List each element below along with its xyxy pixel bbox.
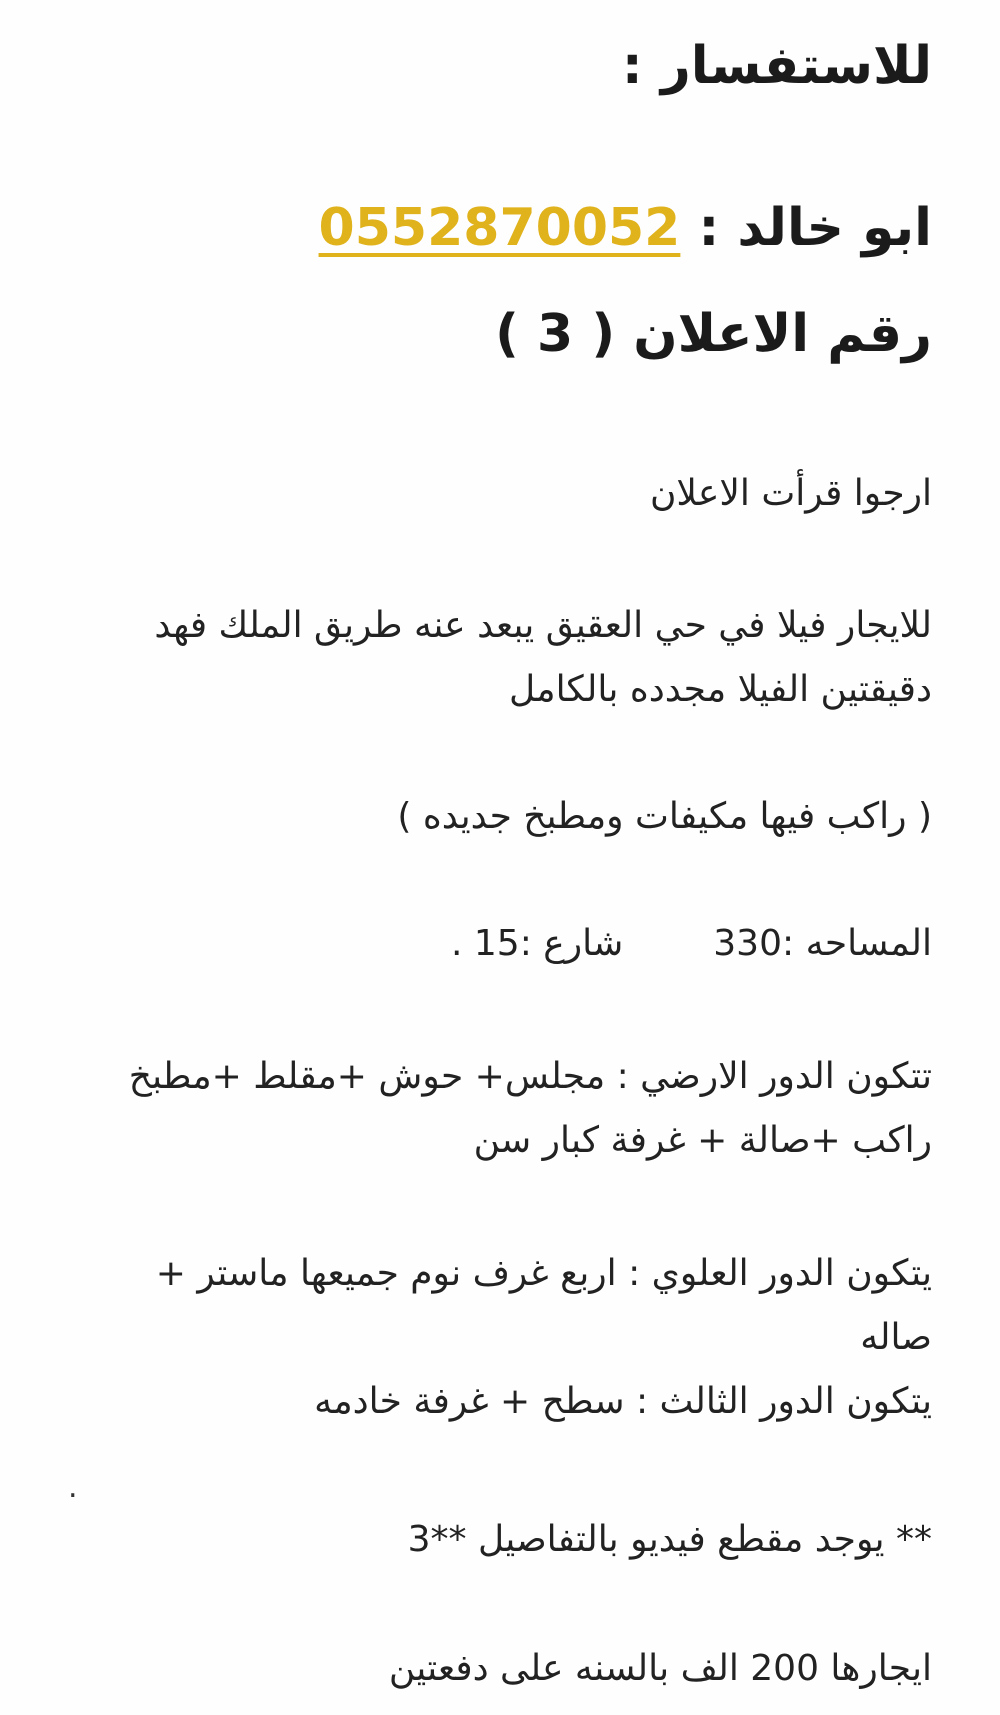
contact-line (318, 198, 932, 258)
description-text: للايجار فيلا في حي العقيق يبعد عنه طريق الملك فهد دقيقتين الفيلا مجدده بالكامل (154, 605, 932, 710)
phone-link[interactable]: 0552870052 (318, 198, 681, 258)
stray-dot: . (68, 1470, 78, 1505)
area-text: المساحه :330 (713, 923, 932, 964)
inquiry-heading: للاستفسار : (621, 36, 932, 96)
contact-name: ابو خالد : (680, 198, 932, 258)
video-note-text: ** يوجد مقطع فيديو بالتفاصيل **3 (407, 1519, 932, 1560)
area-street-row (92, 912, 932, 976)
street-text: شارع :15 . (451, 923, 624, 964)
third-floor-text: يتكون الدور الثالث : سطح + غرفة خادمه (314, 1381, 932, 1422)
ground-floor-text: تتكون الدور الارضي : مجلس+ حوش +مقلط +مطبخ راكب +صالة + غرفة كبار سن (128, 1056, 932, 1161)
features-text: ( راكب فيها مكيفات ومطبخ جديده ) (397, 796, 932, 837)
upper-floor-text: يتكون الدور العلوي : اربع غرف نوم جميعها ماستر + صاله (155, 1253, 932, 1358)
intro-text: ارجوا قرأت الاعلان (649, 473, 932, 514)
ad-number: رقم الاعلان ( 3 ) (495, 304, 932, 364)
rent-text: ايجارها 200 الف بالسنه على دفعتين (388, 1648, 932, 1689)
